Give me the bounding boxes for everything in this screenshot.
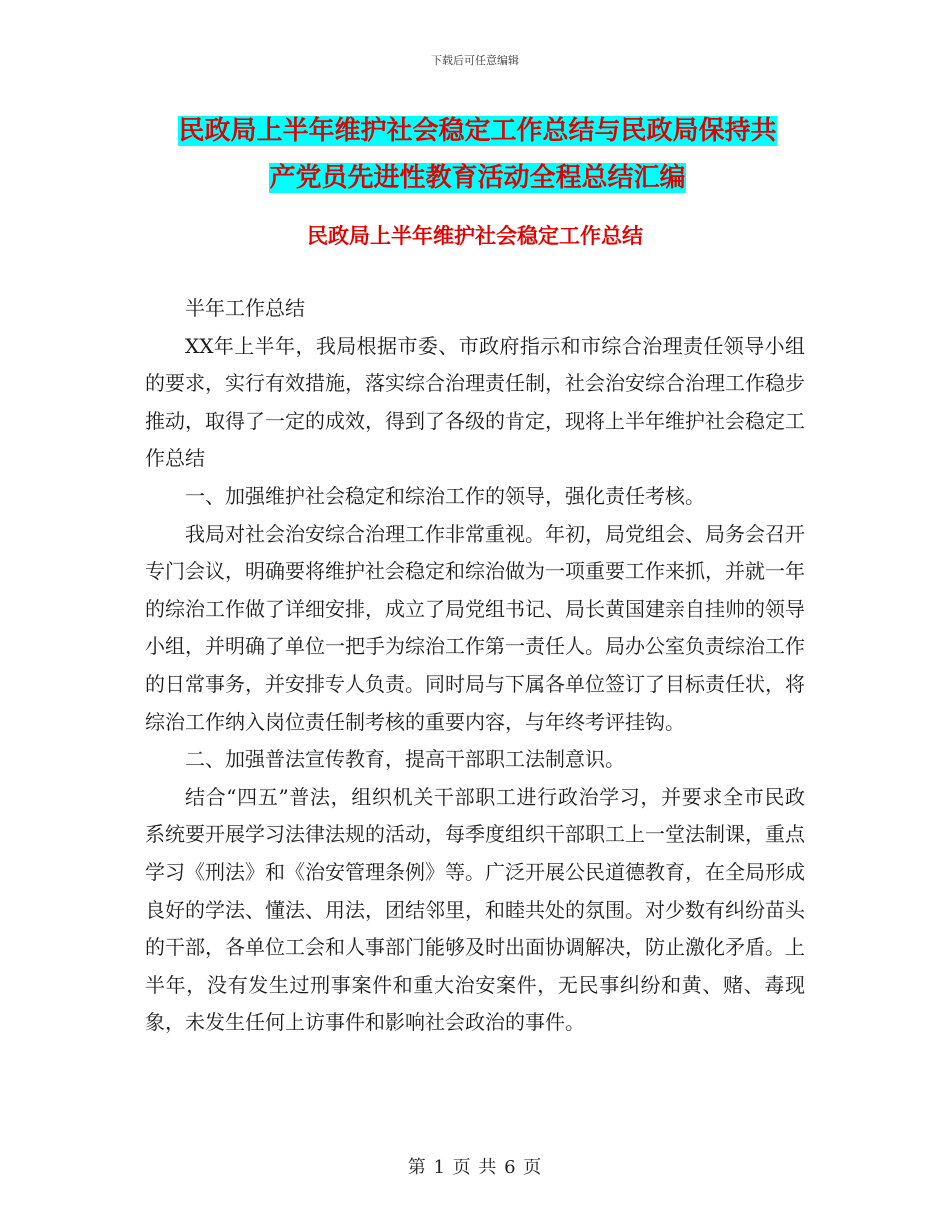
section-title: 民政局上半年维护社会稳定工作总结 xyxy=(307,224,643,248)
document-title-line2: 产党员先进性教育活动全程总结汇编 xyxy=(269,163,686,193)
paragraph: 半年工作总结 xyxy=(185,296,305,320)
page-number: 第 1 页 共 6 页 xyxy=(407,1157,543,1178)
paragraph: 结合“四五”普法，组织机关干部职工进行政治学习，并要求全市民政系统要开展学习法律法规的活动，每季度组织干部职工上一堂法制课，重点学习《刑法》和《治安管理条例》等。广泛开展公民道德教育，在全局形成良好的学法、懂法、用法，团结邻里，和睦共处的氛围。对少数有纠纷苗头的干部，各单位工会和人事部门能够及时出面协调解决，防止激化矛盾。上半年，没有发生过刑事案件和重大治安案件，无民事纠纷和黄、赌、毒现象，未发生任何上访事件和影响社会政治的事件。 xyxy=(145,784,805,1035)
document-title xyxy=(145,108,810,202)
paragraph: 一、加强维护社会稳定和综治工作的领导，强化责任考核。 xyxy=(185,483,705,508)
paragraph: XX年上半年，我局根据市委、市政府指示和市综合治理责任领导小组的要求，实行有效措施，落实综合治理责任制，社会治安综合治理工作稳步推动，取得了一定的成效，得到了各级的肯定，现将上半年维护社会稳定工作总结 xyxy=(145,333,805,471)
document-title-line1: 民政局上半年维护社会稳定工作总结与民政局保持共 xyxy=(178,116,777,146)
paragraph: 二、加强普法宣传教育，提高干部职工法制意识。 xyxy=(185,747,625,772)
paragraph: 我局对社会治安综合治理工作非常重视。年初，局党组会、局务会召开专门会议，明确要将维护社会稳定和综治做为一项重要工作来抓，并就一年的综治工作做了详细安排，成立了局党组书记、局长黄国建亲自挂帅的领导小组，并明确了单位一把手为综治工作第一责任人。局办公室负责综治工作的日常事务，并安排专人负责。同时局与下属各单位签订了目标责任状，将综治工作纳入岗位责任制考核的重要内容，与年终考评挂钩。 xyxy=(145,521,805,734)
document-body xyxy=(145,290,805,1042)
header-note: 下载后可任意编辑 xyxy=(431,54,519,67)
